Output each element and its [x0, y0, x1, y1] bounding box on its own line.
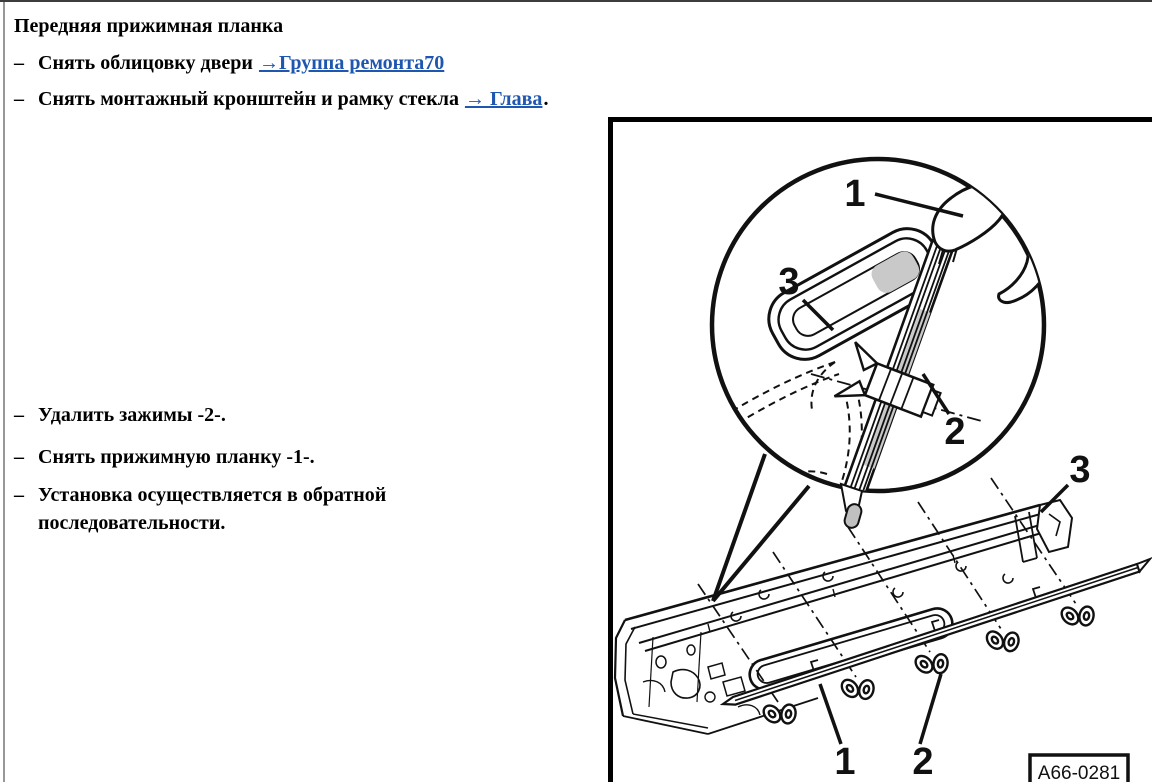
instruction-remove-clips	[14, 404, 226, 427]
instruction-text: Снять облицовку двери	[38, 52, 253, 74]
main-label-strip: 1	[834, 741, 856, 782]
page-title: Передняя прижимная планка	[14, 15, 284, 37]
link-repair-group[interactable]: →Группа ремонта70	[258, 52, 445, 74]
instruction-install-reverse	[14, 484, 386, 507]
detail-label-seal: 3	[778, 261, 800, 303]
detail-circle	[711, 159, 1051, 529]
detail-label-strip: 1	[844, 173, 866, 215]
instruction-text: Удалить зажимы -2-.	[38, 404, 226, 426]
bullet-dash: –	[14, 446, 24, 468]
detail-label-clip: 2	[944, 411, 966, 453]
door-front-edge	[615, 620, 760, 734]
strip-tip	[841, 484, 863, 529]
instruction-install-reverse-line2: последовательности.	[38, 512, 226, 534]
pressure-strip-main	[723, 559, 1150, 705]
detail-pointer	[713, 454, 809, 601]
link-chapter[interactable]: → Глава	[464, 88, 543, 110]
bullet-dash: –	[14, 484, 24, 506]
instruction-remove-strip	[14, 446, 315, 469]
instruction-remove-bracket-frame	[14, 88, 548, 111]
bullet-dash: –	[14, 88, 24, 110]
instruction-text: Установка осуществляется в обратной	[38, 484, 387, 506]
instruction-remove-door-trim	[14, 52, 445, 75]
technical-figure	[613, 122, 1152, 782]
main-label-clips: 2	[912, 741, 934, 782]
instruction-text: Снять монтажный кронштейн и рамку стекла	[38, 88, 459, 110]
window-top-edge	[0, 0, 1152, 2]
bullet-dash: –	[14, 52, 24, 74]
technical-figure-frame	[608, 117, 1152, 782]
drawing-number-box	[1030, 755, 1128, 782]
main-label-door-top: 3	[1069, 449, 1091, 491]
drawing-number: A66-0281	[1037, 763, 1121, 782]
bullet-dash: –	[14, 404, 24, 426]
instruction-suffix: .	[543, 88, 549, 110]
window-left-edge	[3, 2, 5, 782]
instruction-text: Снять прижимную планку -1-.	[38, 446, 315, 468]
